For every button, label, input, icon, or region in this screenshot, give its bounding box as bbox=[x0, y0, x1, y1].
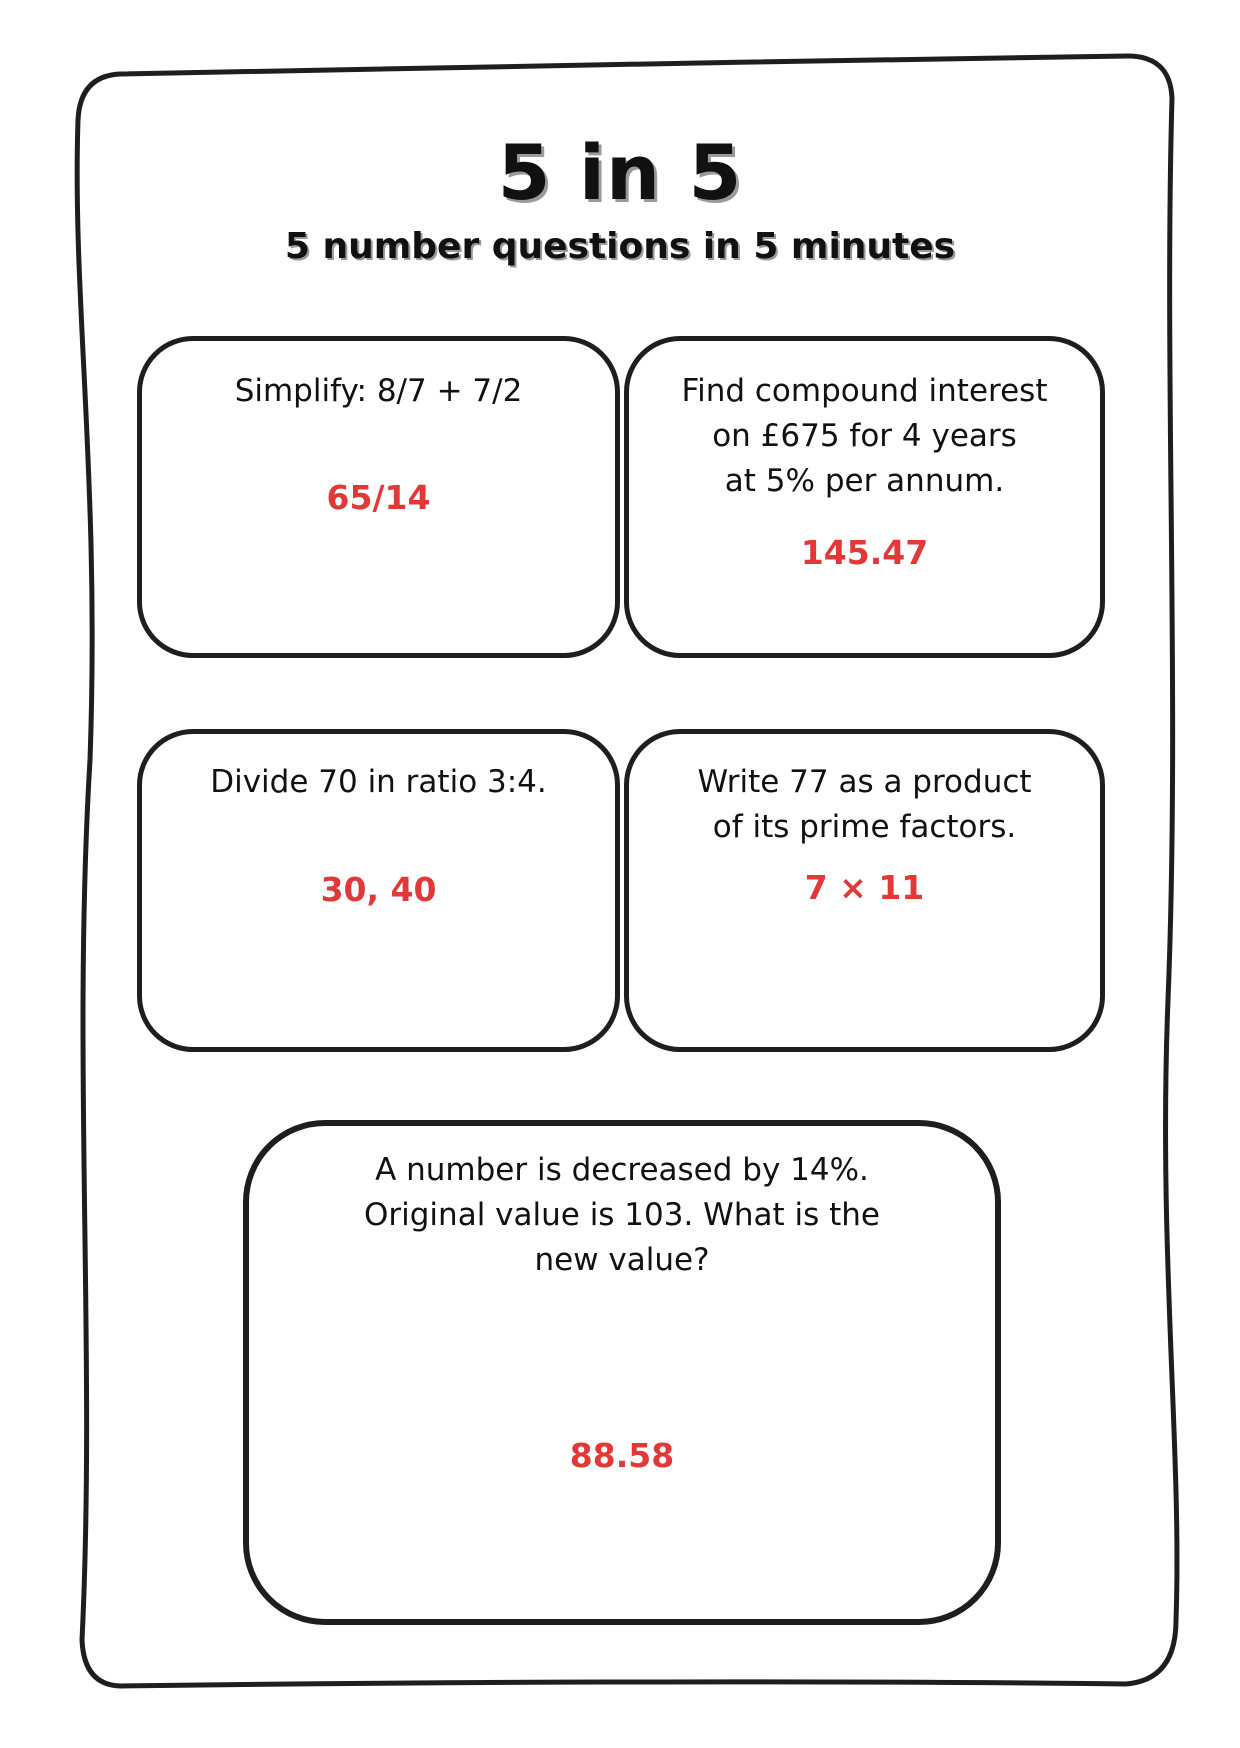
question-card-2 bbox=[624, 336, 1105, 658]
question-text: Find compound interest on £675 for 4 years at 5% per annum. bbox=[681, 373, 1048, 499]
worksheet-subtitle: 5 number questions in 5 minutes bbox=[284, 226, 956, 267]
question-card-1 bbox=[137, 336, 620, 658]
worksheet-title: 5 in 5 bbox=[497, 128, 743, 217]
answer-text: 65/14 bbox=[326, 478, 431, 517]
question-text: Write 77 as a product of its prime factors. bbox=[697, 764, 1032, 845]
question-card-4 bbox=[624, 729, 1105, 1052]
question-text: A number is decreased by 14%. Original value is 103. What is the new value? bbox=[364, 1152, 880, 1278]
question-card-5 bbox=[243, 1120, 1001, 1625]
question-card-3 bbox=[137, 729, 620, 1052]
answer-text: 7 × 11 bbox=[804, 868, 925, 907]
answer-text: 30, 40 bbox=[320, 870, 437, 909]
question-text: Divide 70 in ratio 3:4. bbox=[210, 764, 547, 800]
answer-text: 145.47 bbox=[800, 533, 929, 572]
answer-text: 88.58 bbox=[569, 1436, 675, 1475]
question-text: Simplify: 8/7 + 7/2 bbox=[234, 373, 523, 409]
